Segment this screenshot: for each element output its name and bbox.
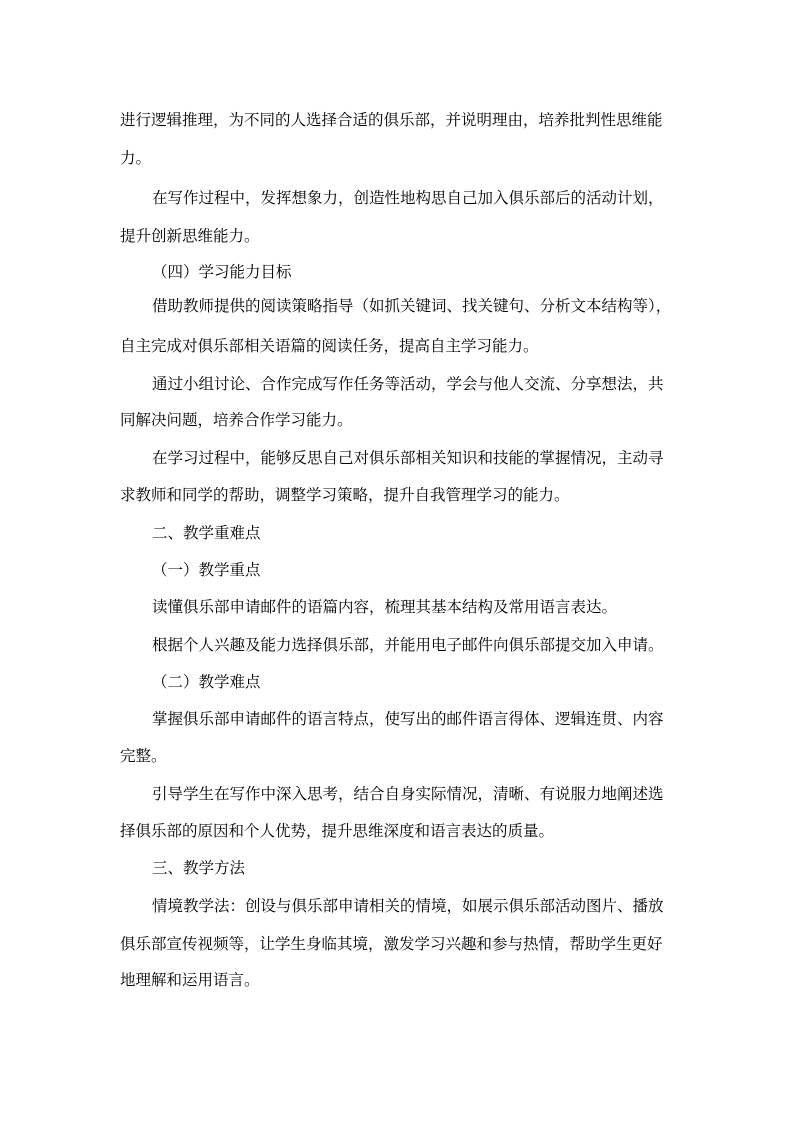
- paragraph-line: 俱乐部宣传视频等，让学生身临其境，激发学习兴趣和参与热情，帮助学生更好: [120, 935, 663, 953]
- paragraph-line: 根据个人兴趣及能力选择俱乐部，并能用电子邮件向俱乐部提交加入申请。: [152, 636, 664, 654]
- paragraph-line: 完整。: [120, 747, 167, 765]
- paragraph-line: 求教师和同学的帮助，调整学习策略，提升自我管理学习的能力。: [120, 486, 570, 504]
- paragraph-line: 掌握俱乐部申请邮件的语言特点，使写出的邮件语言得体、逻辑连贯、内容: [152, 710, 664, 728]
- paragraph-line: 自主完成对俱乐部相关语篇的阅读任务，提高自主学习能力。: [120, 337, 539, 355]
- paragraph-line: 进行逻辑推理，为不同的人选择合适的俱乐部，并说明理由，培养批判性思维能: [120, 111, 663, 129]
- paragraph-line: 提升创新思维能力。: [120, 227, 260, 245]
- paragraph-line: 引导学生在写作中深入思考，结合自身实际情况，清晰、有说服力地阐述选: [152, 785, 664, 803]
- section-heading: （二）教学难点: [152, 673, 261, 691]
- paragraph-line: 通过小组讨论、合作完成写作任务等活动，学会与他人交流、分享想法，共: [152, 375, 664, 393]
- paragraph-line: 同解决问题，培养合作学习能力。: [120, 411, 353, 429]
- section-heading: 三、教学方法: [152, 859, 246, 877]
- paragraph-line: 借助教师提供的阅读策略指导（如抓关键词、找关键句、分析文本结构等），: [152, 297, 672, 315]
- paragraph-line: 地理解和运用语言。: [120, 971, 260, 989]
- paragraph-line: 在写作过程中，发挥想象力，创造性地构思自己加入俱乐部后的活动计划，: [152, 189, 664, 207]
- section-heading: （四）学习能力目标: [152, 263, 292, 281]
- paragraph-line: 读懂俱乐部申请邮件的语篇内容，梳理其基本结构及常用语言表达。: [152, 598, 618, 616]
- paragraph-line: 择俱乐部的原因和个人优势，提升思维深度和语言表达的质量。: [120, 822, 555, 840]
- paragraph-line: 情境教学法：创设与俱乐部申请相关的情境，如展示俱乐部活动图片、播放: [152, 897, 664, 915]
- paragraph-line: 在学习过程中，能够反思自己对俱乐部相关知识和技能的掌握情况，主动寻: [152, 449, 664, 467]
- section-heading: 二、教学重难点: [152, 524, 261, 542]
- section-heading: （一）教学重点: [152, 561, 261, 579]
- paragraph-line: 力。: [120, 149, 152, 167]
